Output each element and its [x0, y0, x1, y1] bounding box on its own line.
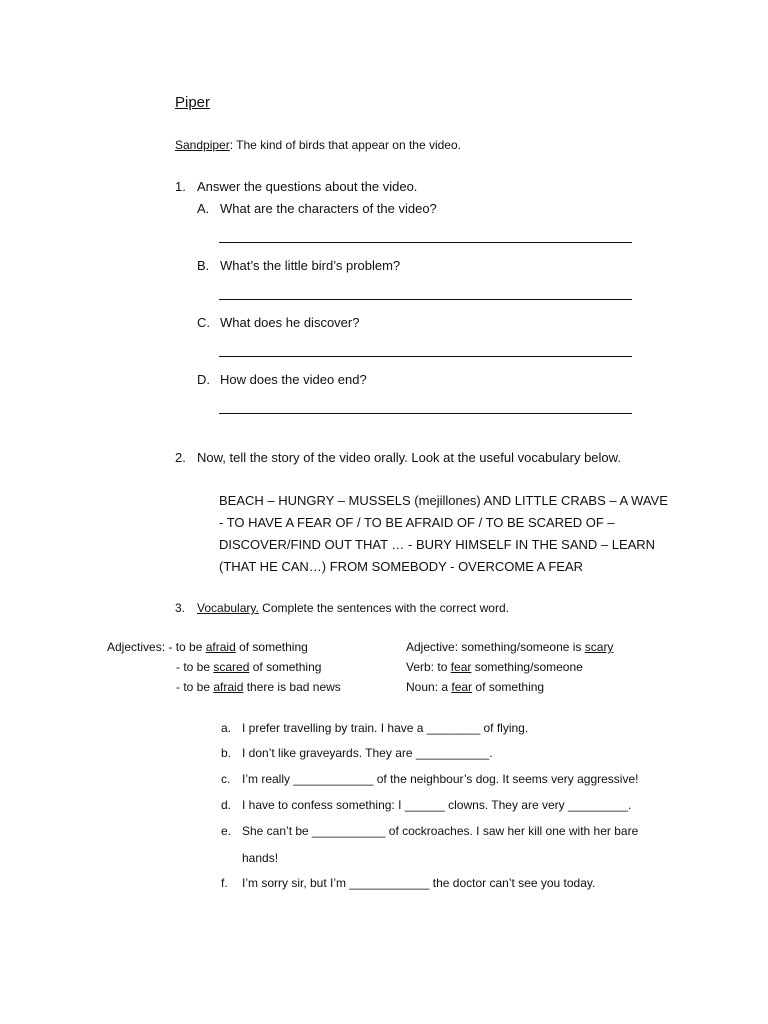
form-label: Adjective:: [406, 640, 459, 654]
form-line: [406, 680, 544, 695]
question-letter: D.: [197, 372, 210, 387]
adjectives-text: - to be: [176, 680, 214, 694]
form-label: Verb:: [406, 660, 435, 674]
form-key: fear: [450, 660, 472, 674]
definition-text: The kind of birds that appear on the video.: [233, 138, 461, 152]
question-letter: C.: [197, 315, 210, 330]
definition-term: Sandpiper: [175, 138, 230, 152]
question-letter: B.: [197, 258, 210, 273]
adjectives-line: [107, 640, 308, 655]
form-line: [406, 660, 583, 675]
section2-number: 2.: [175, 450, 186, 465]
answer-line[interactable]: [219, 242, 632, 243]
form-text: a: [438, 680, 452, 694]
definition-colon: :: [229, 138, 234, 152]
adjectives-text: there is bad news: [243, 680, 341, 694]
exercise-text[interactable]: I prefer travelling by train. I have a ________ of flying.: [242, 721, 529, 735]
exercise-letter: d.: [221, 798, 232, 812]
form-text: something/someone: [471, 660, 583, 674]
section3-heading: [197, 601, 509, 616]
exercise-text[interactable]: I have to confess something: I ______ clowns. They are very _________.: [242, 798, 632, 812]
exercise-letter: a.: [221, 721, 232, 735]
section3-text: Complete the sentences with the correct word.: [258, 601, 509, 615]
adjectives-key: afraid: [205, 640, 236, 654]
vocab-line: - TO HAVE A FEAR OF / TO BE AFRAID OF / TO BE SCARED OF –: [219, 515, 615, 530]
definition: [175, 138, 461, 153]
adjectives-text: - to be: [165, 640, 206, 654]
answer-line[interactable]: [219, 299, 632, 300]
section1-text: Answer the questions about the video.: [197, 179, 418, 194]
vocab-line: (THAT HE CAN…) FROM SOMEBODY - OVERCOME A FEAR: [219, 559, 584, 574]
form-label: Noun:: [406, 680, 439, 694]
form-text: of something: [472, 680, 545, 694]
form-key: scary: [584, 640, 614, 654]
section1-number: 1.: [175, 179, 186, 194]
section3-number: 3.: [175, 601, 186, 615]
exercise-letter: c.: [221, 772, 231, 786]
adjectives-text: - to be: [176, 660, 214, 674]
question-letter: A.: [197, 201, 210, 216]
form-text: to: [434, 660, 451, 674]
form-text: something/someone is: [458, 640, 585, 654]
exercise-text[interactable]: I’m sorry sir, but I’m ____________ the doctor can’t see you today.: [242, 876, 596, 890]
exercise-text: hands!: [242, 851, 279, 865]
adjectives-text: of something: [235, 640, 308, 654]
vocab-line: DISCOVER/FIND OUT THAT … - BURY HIMSELF IN THE SAND – LEARN: [219, 537, 656, 552]
section3-title: Vocabulary.: [197, 601, 259, 615]
section2-text: Now, tell the story of the video orally. Look at the useful vocabulary below.: [197, 450, 621, 465]
adjectives-key: afraid: [213, 680, 244, 694]
exercise-text[interactable]: She can’t be ___________ of cockroaches. I saw her kill one with her bare: [242, 824, 639, 838]
answer-line[interactable]: [219, 356, 632, 357]
exercise-text[interactable]: I don’t like graveyards. They are ___________.: [242, 746, 493, 760]
form-key: fear: [451, 680, 473, 694]
question-text: What does he discover?: [220, 315, 360, 330]
adjectives-line: [176, 660, 321, 675]
question-text: How does the video end?: [220, 372, 367, 387]
exercise-letter: f.: [221, 876, 228, 890]
adjectives-line: [176, 680, 341, 695]
form-line: [406, 640, 613, 655]
exercise-letter: b.: [221, 746, 232, 760]
adjectives-key: scared: [213, 660, 250, 674]
question-text: What’s the little bird’s problem?: [220, 258, 401, 273]
exercise-text[interactable]: I’m really ____________ of the neighbour’s dog. It seems very aggressive!: [242, 772, 639, 786]
adjectives-label: Adjectives:: [107, 640, 166, 654]
page-title: Piper: [175, 94, 211, 111]
question-text: What are the characters of the video?: [220, 201, 437, 216]
answer-line[interactable]: [219, 413, 632, 414]
vocab-line: BEACH – HUNGRY – MUSSELS (mejillones) AND LITTLE CRABS – A WAVE: [219, 493, 668, 508]
adjectives-text: of something: [249, 660, 322, 674]
exercise-letter: e.: [221, 824, 232, 838]
